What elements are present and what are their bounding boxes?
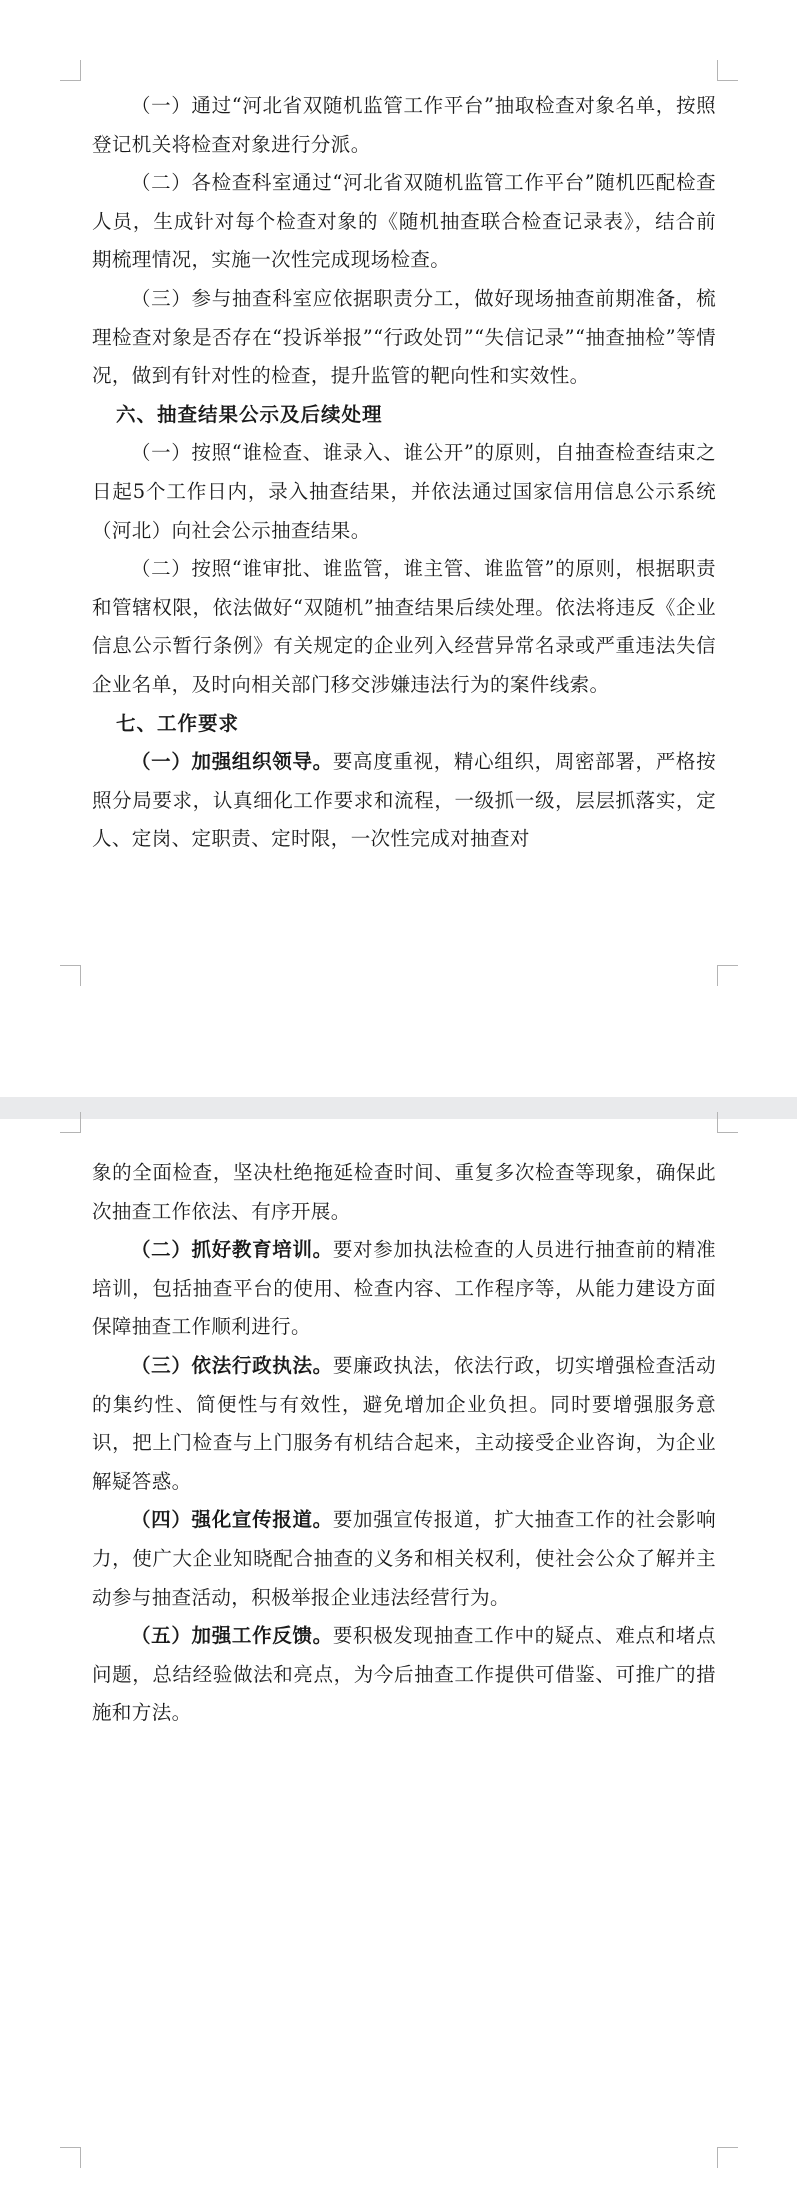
paragraph-body: 要积极发现抽查工作中的疑点、难点和堵点问题，总结经验做法和亮点，为今后抽查工作提供可借鉴、可推广的措施和方法。 bbox=[92, 1624, 716, 1725]
document-page-1 bbox=[0, 0, 797, 1097]
paragraph-lead: （三）依法行政执法。 bbox=[131, 1353, 333, 1377]
crop-mark-bottom-left bbox=[60, 965, 81, 986]
page-2-body bbox=[92, 1154, 716, 1733]
paragraph-body: 要对参加执法检查的人员进行抽查前的精准培训，包括抽查平台的使用、检查内容、工作程序等，从能力建设方面保障抽查工作顺利进行。 bbox=[92, 1238, 716, 1339]
page-separator bbox=[0, 1097, 797, 1119]
paragraph bbox=[92, 1617, 716, 1733]
paragraph bbox=[92, 1347, 716, 1501]
paragraph-lead: （二）抓好教育培训。 bbox=[131, 1238, 333, 1262]
paragraph-lead: （五）加强工作反馈。 bbox=[131, 1624, 333, 1648]
crop-mark-top-left bbox=[60, 60, 81, 81]
paragraph: （二）各检查科室通过“河北省双随机监管工作平台”随机匹配检查人员，生成针对每个检查对象的《随机抽查联合检查记录表》，结合前期梳理情况，实施一次性完成现场检查。 bbox=[92, 171, 716, 272]
paragraph bbox=[92, 743, 716, 859]
paragraph-lead: （一）加强组织领导。 bbox=[131, 750, 333, 774]
paragraph-body: 要廉政执法，依法行政，切实增强检查活动的集约性、简便性与有效性，避免增加企业负担。同时要增强服务意识，把上门检查与上门服务有机结合起来，主动接受企业咨询，为企业解疑答惑。 bbox=[92, 1353, 716, 1493]
page-1-body bbox=[92, 87, 716, 859]
paragraph: （二）按照“谁审批、谁监管，谁主管、谁监管”的原则，根据职责和管辖权限，依法做好“双随机”抽查结果后续处理。依法将违反《企业信息公示暂行条例》有关规定的企业列入经营异常名录或严重违法失信企业名单，及时向相关部门移交涉嫌违法行为的案件线索。 bbox=[92, 557, 716, 696]
paragraph: （一）通过“河北省双随机监管工作平台”抽取检查对象名单，按照登记机关将检查对象进行分派。 bbox=[92, 94, 716, 156]
crop-mark-top-right bbox=[717, 60, 738, 81]
section-heading: 七、工作要求 bbox=[116, 711, 240, 735]
paragraph: （三）参与抽查科室应依据职责分工，做好现场抽查前期准备，梳理检查对象是否存在“投诉举报”“行政处罚”“失信记录”“抽查抽检”等情况，做到有针对性的检查，提升监管的靶向性和实效性。 bbox=[92, 286, 716, 388]
paragraph bbox=[92, 1501, 716, 1617]
crop-mark-top-left bbox=[60, 1112, 81, 1133]
crop-mark-bottom-right bbox=[717, 2147, 738, 2168]
paragraph: 象的全面检查，坚决杜绝拖延检查时间、重复多次检查等现象，确保此次抽查工作依法、有序开展。 bbox=[92, 1161, 716, 1223]
crop-mark-bottom-right bbox=[717, 965, 738, 986]
crop-mark-top-right bbox=[717, 1112, 738, 1133]
paragraph-body: 要高度重视，精心组织，周密部署，严格按照分局要求，认真细化工作要求和流程，一级抓一级，层层抓落实，定人、定岗、定职责、定时限，一次性完成对抽查对 bbox=[92, 750, 716, 851]
paragraph-body: 要加强宣传报道，扩大抽查工作的社会影响力，使广大企业知晓配合抽查的义务和相关权利，使社会公众了解并主动参与抽查活动，积极举报企业违法经营行为。 bbox=[92, 1508, 716, 1609]
paragraph-lead: （四）强化宣传报道。 bbox=[131, 1508, 333, 1532]
paragraph bbox=[92, 1231, 716, 1347]
document-page-2 bbox=[0, 1119, 797, 2198]
crop-mark-bottom-left bbox=[60, 2147, 81, 2168]
section-heading: 六、抽查结果公示及后续处理 bbox=[116, 402, 383, 426]
paragraph: （一）按照“谁检查、谁录入、谁公开”的原则，自抽查检查结束之日起5个工作日内，录入抽查结果，并依法通过国家信用信息公示系统（河北）向社会公示抽查结果。 bbox=[92, 441, 716, 542]
